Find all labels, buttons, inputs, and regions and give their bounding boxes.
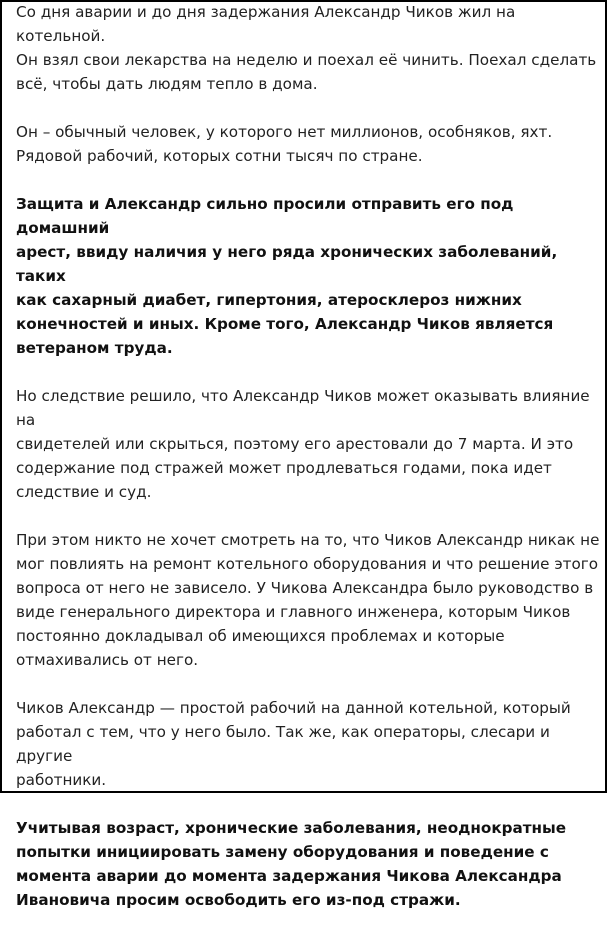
paragraph-5: При этом никто не хочет смотреть на то, что Чиков Александр никак не мог повлиять на ремонт котельного оборудования и что решение этого вопроса от него не зависело. У Чикова Александра было руководство в виде генерального директора и главного инженера, которым Чиков постоянно докладывал об имеющихся проблемах и которые отмахивались от него. <box>16 531 600 669</box>
paragraph-2: Он – обычный человек, у которого нет миллионов, особняков, яхт. Рядовой рабочий, которых сотни тысяч по стране. <box>16 123 553 165</box>
paragraph-1: Со дня аварии и до дня задержания Александр Чиков жил на котельной. Он взял свои лекарства на неделю и поехал её чинить. Поехал сделать всё, чтобы дать людям тепло в дома. <box>16 3 597 93</box>
paragraph-4: Но следствие решило, что Александр Чиков может оказывать влияние на свидетелей или скрыться, поэтому его арестовали до 7 марта. И это содержание под стражей может продлеваться годами, пока идет следствие и суд. <box>16 387 590 501</box>
article-body <box>16 0 601 936</box>
paragraph-3-bold: Защита и Александр сильно просили отправить его под домашний арест, ввиду наличия у него ряда хронических заболеваний, таких как сахарный диабет, гипертония, атеросклероз нижних конечностей и иных. Кроме того, Александр Чиков является ветераном труда. <box>16 195 558 357</box>
paragraph-7-bold: Учитывая возраст, хронические заболевания, неоднократные попытки инициировать замену оборудования и поведение с момента аварии до момента задержания Чикова Александра Ивановича просим освободить его из-под стражи. <box>16 819 567 909</box>
paragraph-6: Чиков Александр — простой рабочий на данной котельной, который работал с тем, что у него было. Так же, как операторы, слесари и другие работники. <box>16 699 571 789</box>
